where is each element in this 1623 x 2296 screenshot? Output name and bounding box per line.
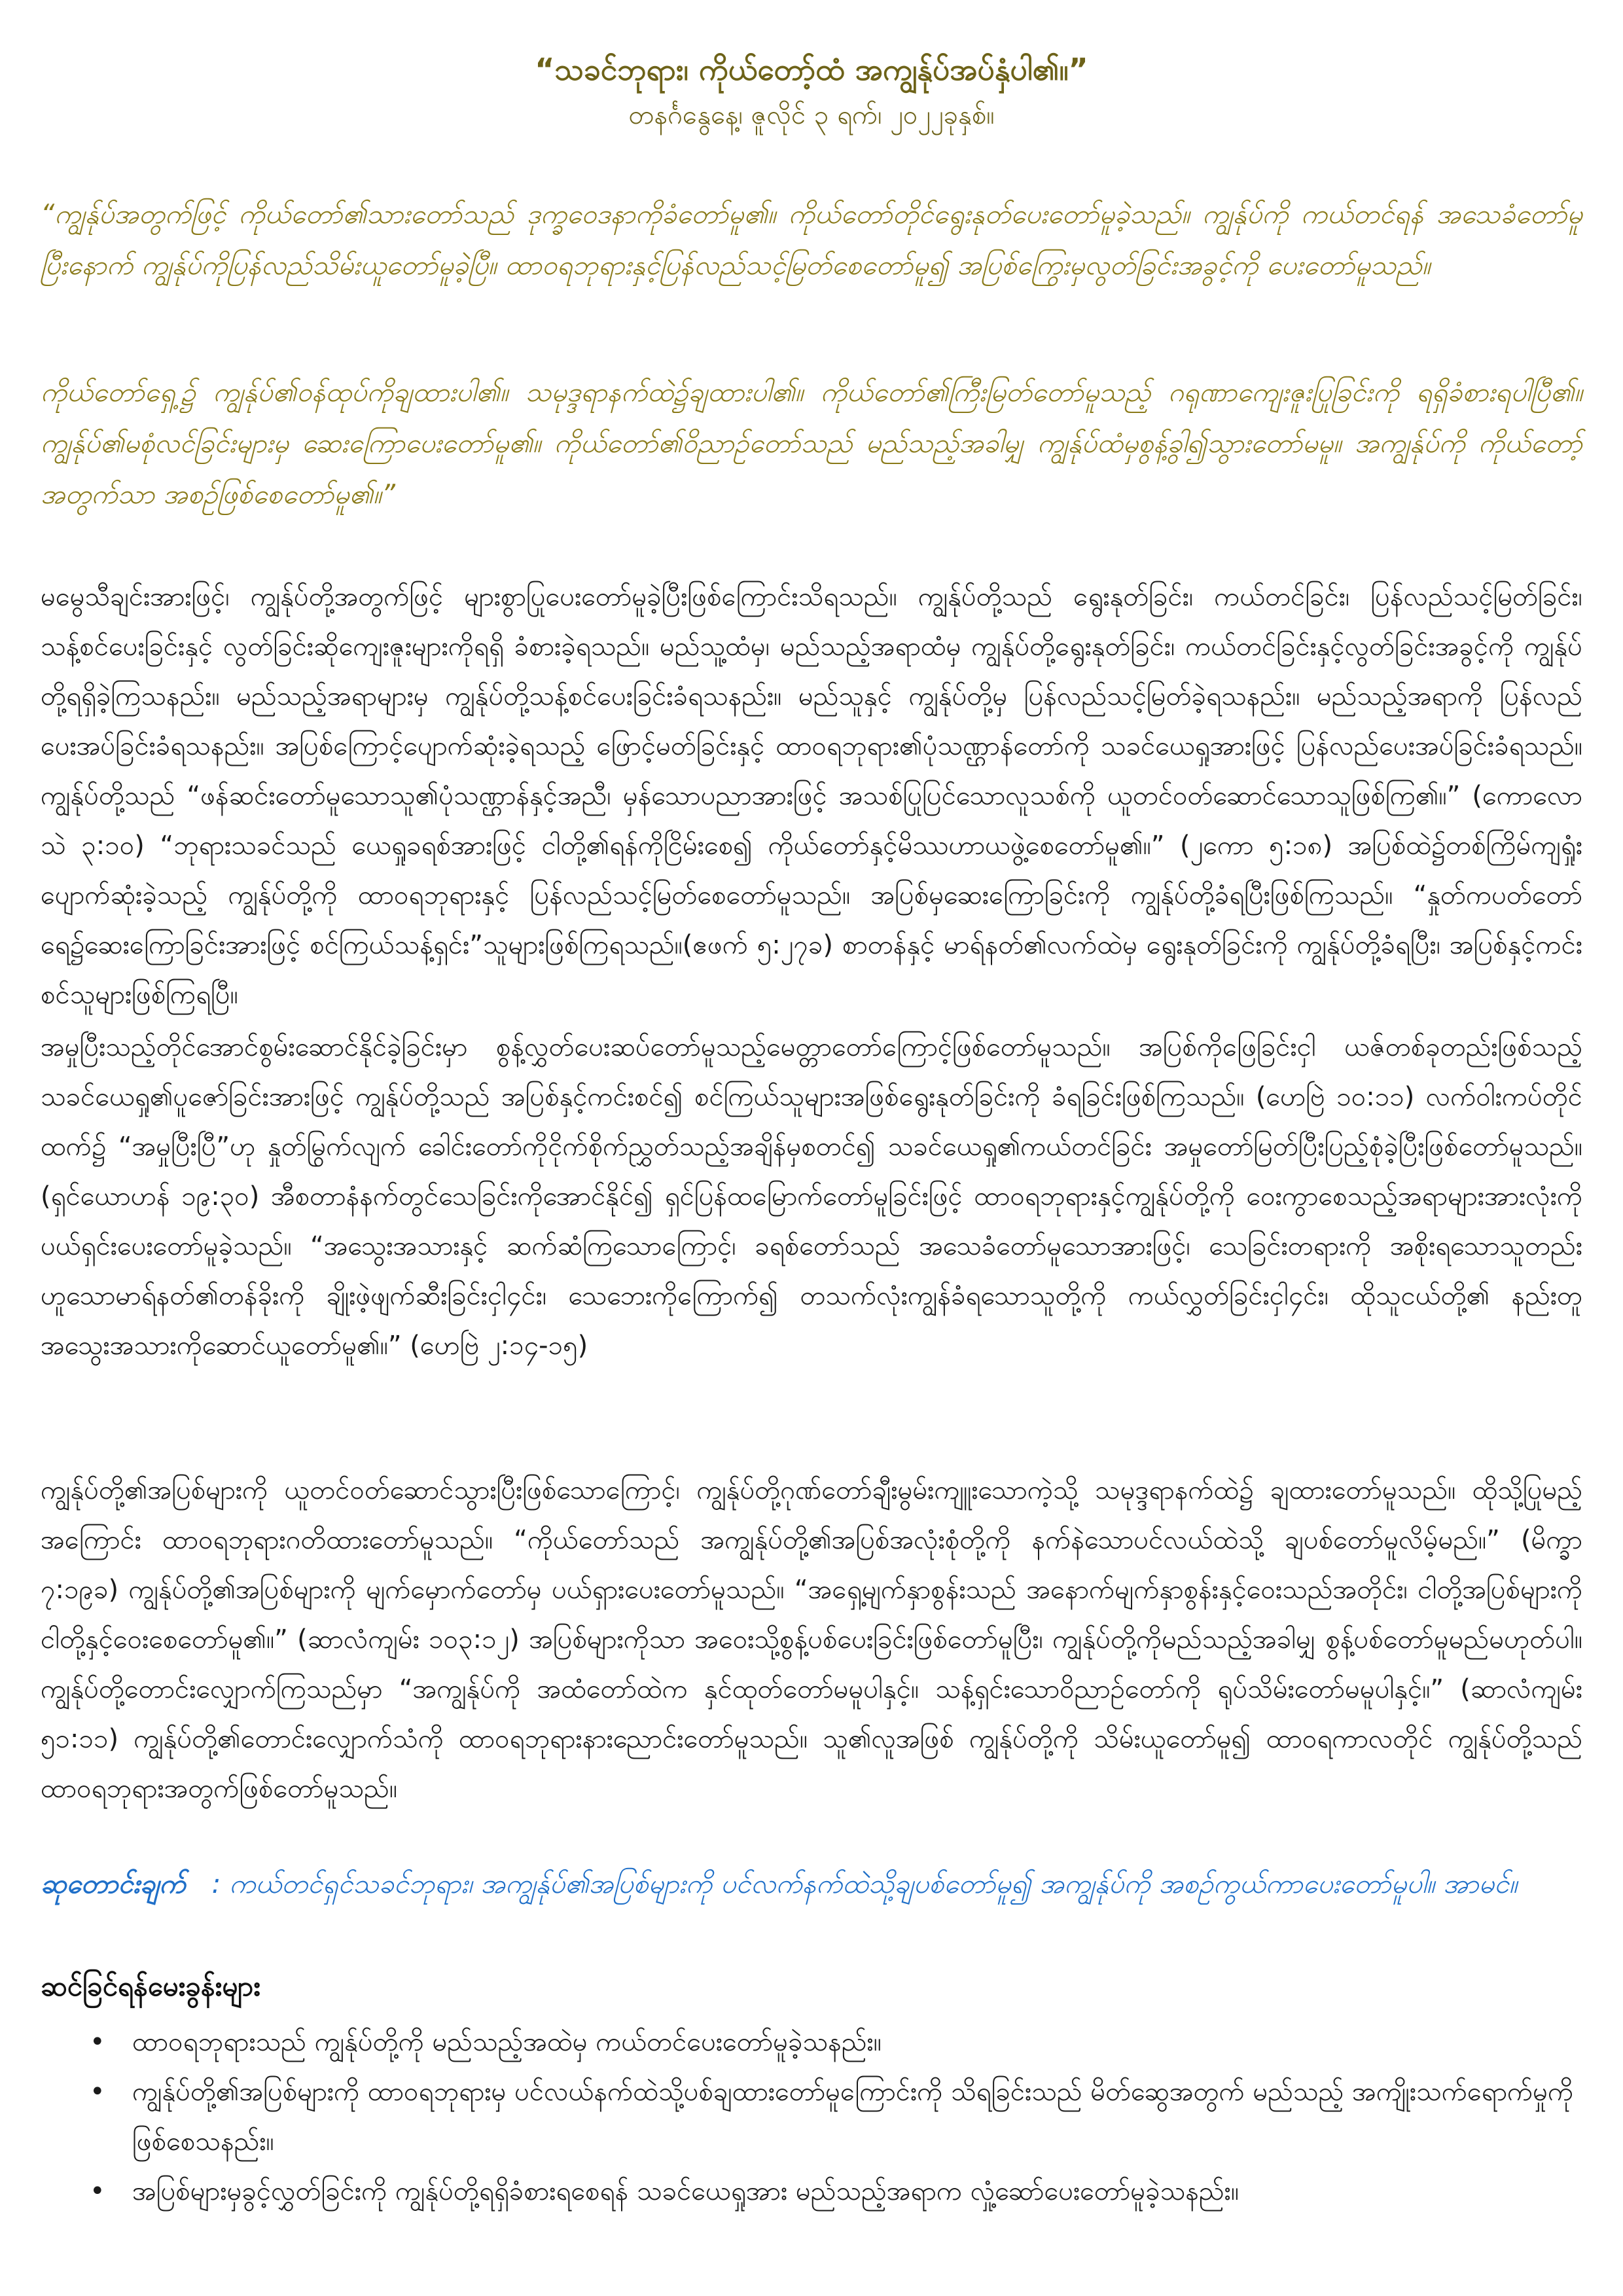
bullet-icon: •	[90, 2027, 105, 2057]
question-item	[41, 2067, 1582, 2166]
bullet-icon: •	[90, 2077, 105, 2107]
prayer-section	[41, 1859, 1582, 1909]
body-paragraph-3: ကျွန်ုပ်တို့၏အပြစ်များကို ယူတင်ဝတ်ဆောင်သွားပြီးဖြစ်သောကြောင့်၊ ကျွန်ုပ်တို့ဂုဏ်တော်ချီးမွမ်းကျူးသောကဲ့သို့ သမုဒ္ဒရာနက်ထဲ၌ ချထားတော်မူသည်။ ထိုသို့ပြုမည့်အကြောင်း ထာဝရဘုရားဂတိထားတော်မူသည်။ “ကိုယ်တော်သည် အကျွန်ုပ်တို့၏အပြစ်အလုံးစုံတို့ကို နက်နဲသောပင်လယ်ထဲသို့ ချပစ်တော်မူလိမ့်မည်။” (မိက္ခာ ၇:၁၉ခ) ကျွန်ုပ်တို့၏အပြစ်များကို မျက်မှောက်တော်မှ ပယ်ရှားပေးတော်မူသည်။ “အရှေ့မျက်နှာစွန်းသည် အနောက်မျက်နှာစွန်းနှင့်ဝေးသည်အတိုင်း၊ ငါတို့အပြစ်များကို ငါတို့နှင့်ဝေးစေတော်မူ၏။” (ဆာလံကျမ်း ၁၀၃:၁၂) အပြစ်များကိုသာ အဝေးသို့စွန့်ပစ်ပေးခြင်းဖြစ်တော်မူပြီး၊ ကျွန်ုပ်တို့ကိုမည်သည့်အခါမျှ စွန့်ပစ်တော်မူမည်မဟုတ်ပါ။ ကျွန်ုပ်တို့တောင်းလျှောက်ကြသည်မှာ “အကျွန်ုပ်ကို အထံတော်ထဲက နှင်ထုတ်တော်မမူပါနှင့်။ သန့်ရှင်းသောဝိညာဉ်တော်ကို ရုပ်သိမ်းတော်မမူပါနှင့်။” (ဆာလံကျမ်း ၅၁:၁၁) ကျွန်ုပ်တို့၏တောင်းလျှောက်သံကို ထာဝရဘုရားနားညောင်းတော်မူသည်။ သူ၏လူအဖြစ် ကျွန်ုပ်တို့ကို သိမ်းယူတော်မူ၍ ထာဝရကာလတိုင် ကျွန်ုပ်တို့သည် ထာဝရဘုရားအတွက်ဖြစ်တော်မူသည်။	[41, 1475, 1582, 1804]
questions-heading: ဆင်ခြင်ရန်မေးခွန်းများ	[41, 1970, 260, 2002]
reflection-questions	[41, 1969, 1582, 2216]
question-item	[41, 2166, 1582, 2216]
devotional-date: တနင်္ဂနွေနေ့၊ ဇူလိုင် ၃ ရက်၊ ၂၀၂၂ခုနှစ်။	[628, 100, 995, 130]
question-item	[41, 2017, 1582, 2067]
question-text: အပြစ်များမှခွင့်လွှတ်ခြင်းကို ကျွန်ုပ်တို့ရရှိခံစားရစေရန် သခင်ယေရှုအား မည်သည့်အရာက လှုံ့ဆော်ပေးတော်မူခဲ့သနည်း။	[132, 2176, 1239, 2206]
question-text: ထာဝရဘုရားသည် ကျွန်ုပ်တို့ကို မည်သည့်အထဲမှ ကယ်တင်ပေးတော်မူခဲ့သနည်း။	[132, 2027, 882, 2057]
body-paragraph-1: မမွေသီချင်းအားဖြင့်၊ ကျွန်ုပ်တို့အတွက်ဖြင့် များစွာပြုပေးတော်မူခဲ့ပြီးဖြစ်ကြောင်းသိရသည်။ ကျွန်ုပ်တို့သည် ရွေးနုတ်ခြင်း၊ ကယ်တင်ခြင်း၊ ပြန်လည်သင့်မြတ်ခြင်း၊ သန့်စင်ပေးခြင်းနှင့် လွတ်ခြင်းဆိုကျေးဇူးများကိုရရှိ ခံစားခဲ့ရသည်။ မည်သူ့ထံမှ၊ မည်သည့်အရာထံမှ ကျွန်ုပ်တို့ရွေးနုတ်ခြင်း၊ ကယ်တင်ခြင်းနှင့်လွတ်ခြင်းအခွင့်ကို ကျွန်ုပ်တို့ရရှိခဲ့ကြသနည်း။ မည်သည့်အရာများမှ ကျွန်ုပ်တို့သန့်စင်ပေးခြင်းခံရသနည်း။ မည်သူနှင့် ကျွန်ုပ်တို့မှ ပြန်လည်သင့်မြတ်ခဲ့ရသနည်း။ မည်သည့်အရာကို ပြန်လည်ပေးအပ်ခြင်းခံရသနည်း။ အပြစ်ကြောင့်ပျောက်ဆုံးခဲ့ရသည့် ဖြောင့်မတ်ခြင်းနှင့် ထာဝရဘုရား၏ပုံသဏ္ဌာန်တော်ကို သခင်ယေရှုအားဖြင့် ပြန်လည်ပေးအပ်ခြင်းခံရသည်။ ကျွန်ုပ်တို့သည် “ဖန်ဆင်းတော်မူသောသူ၏ပုံသဏ္ဌာန်နှင့်အညီ၊ မှန်သောပညာအားဖြင့် အသစ်ပြုပြင်သောလူသစ်ကို ယူတင်ဝတ်ဆောင်သောသူဖြစ်ကြ၏။” (ကောလောသဲ ၃:၁၀) “ဘုရားသခင်သည် ယေရှုခရစ်အားဖြင့် ငါတို့၏ရန်ကိုငြိမ်းစေ၍ ကိုယ်တော်နှင့်မိဿဟာယဖွဲ့စေတော်မူ၏။” (၂ကော ၅:၁၈) အပြစ်ထဲ၌တစ်ကြိမ်ကျရှုံးပျောက်ဆုံးခဲ့သည့် ကျွန်ုပ်တို့ကို ထာဝရဘုရားနှင့် ပြန်လည်သင့်မြတ်စေတော်မူသည်။ အပြစ်မှဆေးကြောခြင်းကို ကျွန်ုပ်တို့ခံရပြီးဖြစ်ကြသည်။ “နှုတ်ကပတ်တော်ရေ၌ဆေးကြောခြင်းအားဖြင့် စင်ကြယ်သန့်ရှင်း”သူများဖြစ်ကြရသည်။(ဧဖက် ၅:၂၇ခ) စာတန်နှင့် မာရ်နတ်၏လက်ထဲမှ ရွေးနုတ်ခြင်းကို ကျွန်ုပ်တို့ခံရပြီး၊ အပြစ်နှင့်ကင်းစင်သူများဖြစ်ကြရပြီ။	[41, 582, 1582, 1010]
bullet-icon: •	[90, 2176, 105, 2206]
devotional-title: “သခင်ဘုရား၊ ကိုယ်တော့်ထံ အကျွန်ုပ်အပ်နှံပါ၏။”	[535, 52, 1088, 87]
prayer-label: ဆုတောင်းချက်	[41, 1868, 186, 1899]
questions-list	[41, 2017, 1582, 2216]
quote-paragraph-1: “ကျွန်ုပ်အတွက်ဖြင့် ကိုယ်တော်၏သားတော်သည် ဒုက္ခဝေဒနာကိုခံတော်မူ၏။ ကိုယ်တော်တိုင်ရွေးနုတ်ပေးတော်မူခဲ့သည်။ ကျွန်ုပ်ကို ကယ်တင်ရန် အသေခံတော်မူပြီးနောက် ကျွန်ုပ်ကိုပြန်လည်သိမ်းယူတော်မူခဲ့ပြီ။ ထာဝရဘုရားနှင့်ပြန်လည်သင့်မြတ်စေတော်မူ၍ အပြစ်ကြွေးမှလွတ်ခြင်းအခွင့်ကို ပေးတော်မူသည်။	[41, 198, 1582, 281]
question-text: ကျွန်ုပ်တို့၏အပြစ်များကို ထာဝရဘုရားမှ ပင်လယ်နက်ထဲသို့ပစ်ချထားတော်မူကြောင်းကို သိရခြင်းသည် မိတ်ဆွေအတွက် မည်သည့် အကျိုးသက်ရောက်မှုကိုဖြစ်စေသနည်း။	[132, 2077, 1574, 2157]
body-paragraph-2: အမှုပြီးသည့်တိုင်အောင်စွမ်းဆောင်နိုင်ခဲ့ခြင်းမှာ စွန့်လွှတ်ပေးဆပ်တော်မူသည့်မေတ္တာတော်ကြောင့်ဖြစ်တော်မူသည်။ အပြစ်ကိုဖြေခြင်းငှါ ယဇ်တစ်ခုတည်းဖြစ်သည့် သခင်ယေရှု၏ပူဇော်ခြင်းအားဖြင့် ကျွန်ုပ်တို့သည် အပြစ်နှင့်ကင်းစင်၍ စင်ကြယ်သူများအဖြစ်ရွေးနုတ်ခြင်းကို ခံရခြင်းဖြစ်ကြသည်။ (ဟေဗြဲ ၁၀:၁၁) လက်ဝါးကပ်တိုင်ထက်၌ “အမှုပြီးပြီ”ဟု နှုတ်မြွက်လျက် ခေါင်းတော်ကိုငိုက်စိုက်ညွှတ်သည့်အချိန်မှစတင်၍ သခင်ယေရှု၏ကယ်တင်ခြင်း အမှုတော်မြတ်ပြီးပြည့်စုံခဲ့ပြီးဖြစ်တော်မူသည်။ (ရှင်ယောဟန် ၁၉:၃၀) အီစတာနံနက်တွင်သေခြင်းကိုအောင်နိုင်၍ ရှင်ပြန်ထမြောက်တော်မူခြင်းဖြင့် ထာဝရဘုရားနှင့်ကျွန်ုပ်တို့ကို ဝေးကွာစေသည့်အရာများအားလုံးကို ပယ်ရှင်းပေးတော်မူခဲ့သည်။ “အသွေးအသားနှင့် ဆက်ဆံကြသောကြောင့်၊ ခရစ်တော်သည် အသေခံတော်မူသောအားဖြင့်၊ သေခြင်းတရားကို အစိုးရသောသူတည်းဟူသောမာရ်နတ်၏တန်ခိုးကို ချိုးဖဲ့ဖျက်ဆီးခြင်းငှါ၄င်း၊ သေဘေးကိုကြောက်၍ တသက်လုံးကျွန်ခံရသောသူတို့ကို ကယ်လွှတ်ခြင်းငှါ၄င်း၊ ထိုသူငယ်တို့၏ နည်းတူအသွေးအသားကိုဆောင်ယူတော်မူ၏။” (ဟေဗြဲ ၂:၁၄-၁၅)	[41, 1032, 1582, 1361]
prayer-text: : ကယ်တင်ရှင်သခင်ဘုရား၊ အကျွန်ုပ်၏အပြစ်များကို ပင်လက်နက်ထဲသို့ချပစ်တော်မူ၍ အကျွန်ုပ်ကို အစဉ်ကွယ်ကာပေးတော်မူပါ။ အာမင်။	[211, 1868, 1518, 1899]
quote-paragraph-2: ကိုယ်တော်ရှေ့၌ ကျွန်ုပ်၏ဝန်ထုပ်ကိုချထားပါ၏။ သမုဒ္ဒရာနက်ထဲ၌ချထားပါ၏။ ကိုယ်တော်၏ကြီးမြတ်တော်မူသည့် ဂရုဏာကျေးဇူးပြုခြင်းကို ရရှိခံစားရပါပြီ၏။ ကျွန်ုပ်၏မစုံလင်ခြင်းများမှ ဆေးကြောပေးတော်မူ၏။ ကိုယ်တော်၏ဝိညာဉ်တော်သည် မည်သည့်အခါမျှ ကျွန်ုပ်ထံမှစွန့်ခွါ၍သွားတော်မမူ။ အကျွန်ုပ်ကို ကိုယ်တော့်အတွက်သာ အစဉ်ဖြစ်စေတော်မူ၏။”	[41, 376, 1582, 510]
